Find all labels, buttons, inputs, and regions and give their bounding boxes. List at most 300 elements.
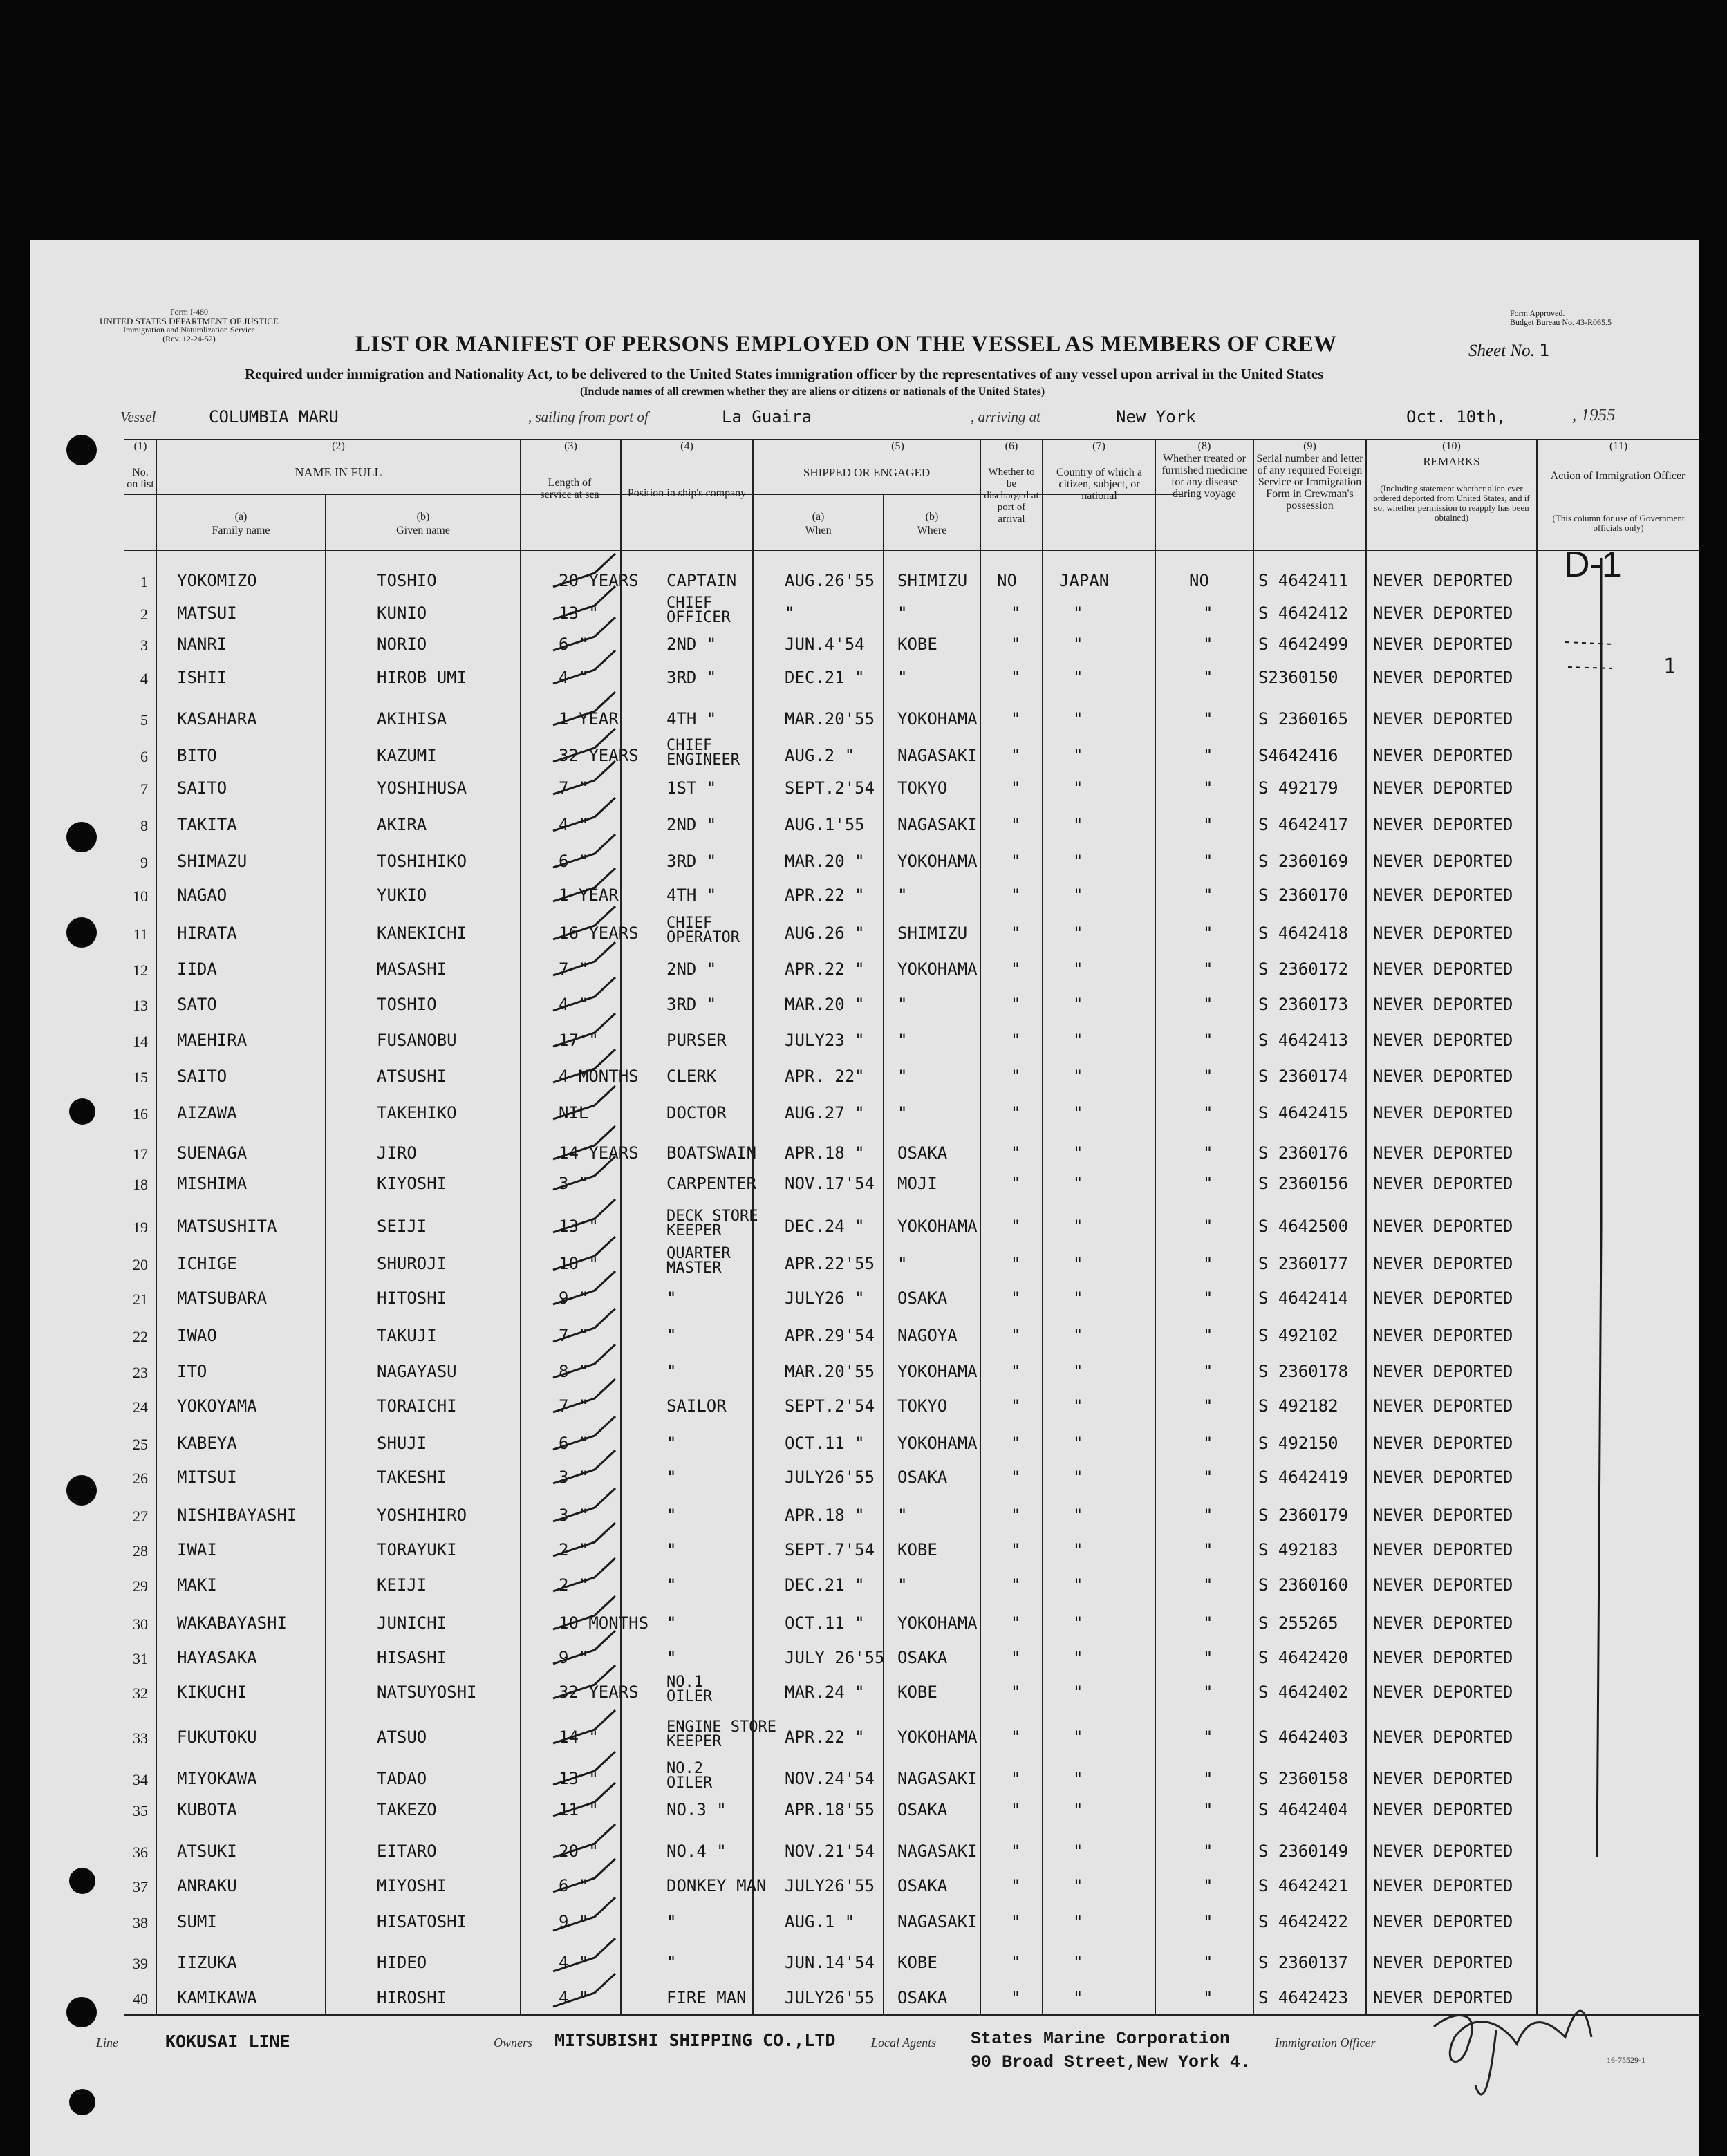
cell-serial: S 2360169 xyxy=(1258,852,1349,871)
cell-where: NAGOYA xyxy=(897,1326,958,1345)
cell-where: OSAKA xyxy=(897,1648,948,1667)
cell-medicine: " xyxy=(1203,1506,1213,1525)
cell-discharged: " xyxy=(1011,1434,1021,1453)
cell-when: APR.22 " xyxy=(785,885,865,905)
cell-country: " xyxy=(1073,1326,1083,1345)
col-header-remarks: REMARKS xyxy=(1423,455,1480,468)
cell-position: 3RD " xyxy=(666,852,717,871)
row-number: 22 xyxy=(133,1328,148,1345)
cell-remarks: NEVER DEPORTED xyxy=(1373,1468,1513,1487)
position-part: QUARTER xyxy=(666,1245,731,1262)
cell-medicine: " xyxy=(1203,1288,1213,1308)
cell-length: 3 " xyxy=(559,1468,589,1487)
position-part: DECK STORE xyxy=(666,1208,758,1225)
row-number: 1 xyxy=(140,573,148,590)
cell-where: OSAKA xyxy=(897,1988,948,2007)
cell-given: YUKIO xyxy=(377,885,427,905)
cell-when: JUN.14'54 xyxy=(785,1953,875,1972)
cell-medicine: " xyxy=(1203,815,1213,834)
cell-where: OSAKA xyxy=(897,1800,948,1819)
col-number-10: (10) xyxy=(1442,440,1461,452)
tick-stroke xyxy=(553,1710,615,1743)
cell-medicine: " xyxy=(1203,1067,1213,1086)
arriving-label: , arriving at xyxy=(971,409,1040,425)
cell-discharged: " xyxy=(1011,746,1021,765)
cell-when: JULY26'55 xyxy=(785,1876,875,1895)
cell-discharged: " xyxy=(1011,778,1021,798)
cell-given: SHUJI xyxy=(377,1434,427,1453)
cell-position: FIRE MAN xyxy=(666,1988,747,2007)
col-number-8: (8) xyxy=(1197,440,1211,452)
tick-stroke xyxy=(553,1631,615,1664)
cell-serial: S 4642417 xyxy=(1258,815,1349,834)
tick-stroke xyxy=(553,942,615,975)
cell-discharged: " xyxy=(1011,1254,1021,1273)
cell-length: NIL xyxy=(559,1103,589,1123)
cell-remarks: NEVER DEPORTED xyxy=(1373,1727,1513,1747)
cell-length: 4 " xyxy=(559,815,589,834)
cell-given: KAZUMI xyxy=(377,746,437,765)
col-header-action: Action of Immigration Officer xyxy=(1550,470,1686,482)
cell-where: YOKOHAMA xyxy=(897,1434,978,1453)
cell-discharged: " xyxy=(1011,1103,1021,1123)
cell-length: 13 " xyxy=(559,1217,599,1236)
col-header-name: NAME IN FULL xyxy=(295,465,382,479)
cell-when: AUG.26 " xyxy=(785,924,865,943)
cell-medicine: " xyxy=(1203,1326,1213,1345)
row-number: 8 xyxy=(140,817,148,834)
col-header-when: When xyxy=(805,525,832,536)
cell-country: JAPAN xyxy=(1059,571,1110,590)
cell-length: 2 " xyxy=(559,1575,589,1595)
cell-family: AIZAWA xyxy=(177,1103,237,1123)
row-number: 6 xyxy=(140,748,148,765)
col-number-4: (4) xyxy=(680,440,693,452)
cell-position: 3RD " xyxy=(666,668,717,687)
cell-country: " xyxy=(1073,815,1083,834)
cell-given: ATSUSHI xyxy=(377,1067,447,1086)
cell-discharged: " xyxy=(1011,1841,1021,1861)
cell-when: MAR.24 " xyxy=(785,1682,865,1702)
cell-serial: S 4642500 xyxy=(1258,1217,1349,1236)
tick-stroke xyxy=(553,1156,615,1193)
cell-when: AUG.1 " xyxy=(785,1912,855,1931)
cell-serial: S 2360176 xyxy=(1258,1143,1349,1163)
cell-where: " xyxy=(897,1103,908,1123)
cell-medicine: NO xyxy=(1189,571,1209,590)
form-revision: (Rev. 12-24-52) xyxy=(162,334,216,344)
cell-remarks: NEVER DEPORTED xyxy=(1373,959,1513,979)
cell-when: NOV.21'54 xyxy=(785,1841,875,1861)
cell-position: CAPTAIN xyxy=(666,571,737,590)
line-name: KOKUSAI LINE xyxy=(165,2032,290,2052)
cell-country: " xyxy=(1073,1953,1083,1972)
col-family-letter: (a) xyxy=(234,511,248,523)
position-part: KEEPER xyxy=(666,1733,722,1750)
cell-discharged: " xyxy=(1011,1800,1021,1819)
tick-stroke xyxy=(553,1488,615,1521)
cell-serial: S 4642404 xyxy=(1258,1800,1349,1819)
col-where-letter: (b) xyxy=(925,511,939,523)
cell-serial: S 4642414 xyxy=(1258,1288,1349,1308)
tick-stroke xyxy=(553,1596,615,1629)
cell-country: " xyxy=(1073,635,1083,654)
cell-serial: S 4642423 xyxy=(1258,1988,1349,2007)
cell-family: WAKABAYASHI xyxy=(177,1613,287,1633)
tick-stroke xyxy=(553,977,615,1014)
cell-length: 14 " xyxy=(559,1727,599,1747)
tick-stroke xyxy=(553,1126,615,1159)
cell-country: " xyxy=(1073,1468,1083,1487)
tick-stroke xyxy=(553,1049,615,1082)
cell-remarks: NEVER DEPORTED xyxy=(1373,1953,1513,1972)
arrival-port: New York xyxy=(1116,407,1196,426)
tick-stroke xyxy=(553,1086,615,1119)
cell-when: NOV.24'54 xyxy=(785,1769,875,1788)
col-number-7: (7) xyxy=(1092,440,1105,452)
cell-medicine: " xyxy=(1203,1217,1213,1236)
col-header-medicine: Whether treated or furnished medicine for any disease during voyage xyxy=(1161,453,1247,500)
tick-stroke xyxy=(553,1344,615,1381)
cell-country: " xyxy=(1073,1362,1083,1381)
cell-remarks: NEVER DEPORTED xyxy=(1373,1067,1513,1086)
tick-stroke xyxy=(553,834,615,871)
cell-remarks: NEVER DEPORTED xyxy=(1373,1876,1513,1895)
cell-remarks: NEVER DEPORTED xyxy=(1373,924,1513,943)
cell-medicine: " xyxy=(1203,1912,1213,1931)
cell-medicine: " xyxy=(1203,885,1213,905)
cell-given: TOSHIO xyxy=(377,995,437,1014)
tick-stroke xyxy=(553,1783,615,1816)
cell-given: TAKUJI xyxy=(377,1326,437,1345)
cell-family: BITO xyxy=(177,746,217,765)
cell-serial: S 4642412 xyxy=(1258,603,1349,623)
cell-medicine: " xyxy=(1203,1953,1213,1972)
cell-when: OCT.11 " xyxy=(785,1613,865,1633)
cell-given: KUNIO xyxy=(377,603,427,623)
row-number: 13 xyxy=(133,997,148,1014)
tick-stroke xyxy=(553,1416,615,1453)
cell-family: MATSUBARA xyxy=(177,1288,268,1308)
cell-medicine: " xyxy=(1203,1648,1213,1667)
cell-position: 4TH " xyxy=(666,885,717,905)
cell-given: ATSUO xyxy=(377,1727,427,1747)
cell-discharged: NO xyxy=(997,571,1017,590)
cell-given: TORAICHI xyxy=(377,1396,457,1416)
owners-label: Owners xyxy=(494,2036,533,2050)
cell-family: FUKUTOKU xyxy=(177,1727,257,1747)
cell-when: MAR.20'55 xyxy=(785,709,875,729)
cell-position: 1ST " xyxy=(666,778,717,798)
cell-when: APR.29'54 xyxy=(785,1326,875,1345)
cell-given: TOSHIO xyxy=(377,571,437,590)
sheet-label: Sheet No. xyxy=(1468,341,1535,360)
cell-medicine: " xyxy=(1203,959,1213,979)
cell-position: " xyxy=(666,1326,677,1345)
cell-given: TORAYUKI xyxy=(377,1540,457,1559)
cell-family: KAMIKAWA xyxy=(177,1988,257,2007)
cell-length: 4 " xyxy=(559,1953,589,1972)
row-number: 25 xyxy=(133,1436,148,1453)
cell-given: TADAO xyxy=(377,1769,427,1788)
cell-when: NOV.17'54 xyxy=(785,1174,875,1193)
cell-position: " xyxy=(666,1648,677,1667)
cell-serial: S 492183 xyxy=(1258,1540,1338,1559)
col-header-country: Country of which a citizen, subject, or national xyxy=(1056,467,1142,502)
cell-discharged: " xyxy=(1011,1988,1021,2007)
cell-medicine: " xyxy=(1203,1540,1213,1559)
row-number: 38 xyxy=(133,1914,148,1931)
cell-country: " xyxy=(1073,1288,1083,1308)
cell-length: 32 YEARS xyxy=(559,1682,639,1702)
col-header-length: Length of service at sea xyxy=(540,477,599,500)
col-action-note: (This column for use of Government officials only) xyxy=(1552,513,1685,533)
cell-serial: S 2360173 xyxy=(1258,995,1349,1014)
cell-position: " xyxy=(666,1953,677,1972)
cell-remarks: NEVER DEPORTED xyxy=(1373,746,1513,765)
cell-length: 10 " xyxy=(559,1254,599,1273)
cell-serial: S 2360137 xyxy=(1258,1953,1349,1972)
cell-discharged: " xyxy=(1011,852,1021,871)
cell-given: YOSHIHIRO xyxy=(377,1506,467,1525)
cell-remarks: NEVER DEPORTED xyxy=(1373,1143,1513,1163)
agents-name: States Marine Corporation xyxy=(971,2029,1231,2049)
cell-remarks: NEVER DEPORTED xyxy=(1373,1769,1513,1788)
row-number: 34 xyxy=(133,1771,148,1788)
cell-family: KABEYA xyxy=(177,1434,237,1453)
cell-position: DONKEY MAN xyxy=(666,1876,767,1895)
row-number: 29 xyxy=(133,1577,148,1595)
cell-serial: S 492150 xyxy=(1258,1434,1338,1453)
cell-remarks: NEVER DEPORTED xyxy=(1373,1540,1513,1559)
col-header-given: Given name xyxy=(396,525,450,536)
cell-position: 2ND " xyxy=(666,635,717,654)
cell-family: MIYOKAWA xyxy=(177,1769,257,1788)
cell-medicine: " xyxy=(1203,635,1213,654)
cell-given: TOSHIHIKO xyxy=(377,852,467,871)
cell-where: " xyxy=(897,1575,908,1595)
cell-length: 6 " xyxy=(559,1876,589,1895)
cell-serial: S 2360149 xyxy=(1258,1841,1349,1861)
cell-position: " xyxy=(666,1362,677,1381)
row-number: 12 xyxy=(133,962,148,979)
cell-family: SAITO xyxy=(177,778,227,798)
cell-where: SHIMIZU xyxy=(897,571,968,590)
col-header-shipped: SHIPPED OR ENGAGED xyxy=(803,466,931,479)
agents-address: 90 Broad Street,New York 4. xyxy=(971,2052,1251,2072)
arrival-year: , 1955 xyxy=(1572,406,1616,424)
cell-family: ICHIGE xyxy=(177,1254,237,1273)
cell-serial: S 2360179 xyxy=(1258,1506,1349,1525)
cell-medicine: " xyxy=(1203,1362,1213,1381)
cell-length: 3 " xyxy=(559,1506,589,1525)
cell-discharged: " xyxy=(1011,668,1021,687)
cell-family: MISHIMA xyxy=(177,1174,248,1193)
cell-when: APR.18 " xyxy=(785,1143,865,1163)
cell-medicine: " xyxy=(1203,746,1213,765)
cell-when: APR.22 " xyxy=(785,1727,865,1747)
cell-remarks: NEVER DEPORTED xyxy=(1373,1841,1513,1861)
cell-position: CARPENTER xyxy=(666,1174,757,1193)
cell-remarks: NEVER DEPORTED xyxy=(1373,571,1513,590)
cell-length: 3 " xyxy=(559,1174,589,1193)
cell-serial: S 4642420 xyxy=(1258,1648,1349,1667)
cell-where: " xyxy=(897,1506,908,1525)
cell-serial: S 2360165 xyxy=(1258,709,1349,729)
tick-stroke xyxy=(553,798,615,831)
cell-medicine: " xyxy=(1203,1841,1213,1861)
cell-country: " xyxy=(1073,1613,1083,1633)
cell-given: JUNICHI xyxy=(377,1613,447,1633)
row-number: 16 xyxy=(133,1105,148,1123)
cell-when: APR.22'55 xyxy=(785,1254,875,1273)
cell-country: " xyxy=(1073,1648,1083,1667)
cell-length: 8 " xyxy=(559,1362,589,1381)
cell-medicine: " xyxy=(1203,778,1213,798)
cell-remarks: NEVER DEPORTED xyxy=(1373,1217,1513,1236)
cell-where: OSAKA xyxy=(897,1288,948,1308)
cell-discharged: " xyxy=(1011,635,1021,654)
row-number: 28 xyxy=(133,1542,148,1559)
cell-serial: S 4642411 xyxy=(1258,571,1349,590)
cell-when: SEPT.7'54 xyxy=(785,1540,875,1559)
cell-remarks: NEVER DEPORTED xyxy=(1373,1800,1513,1819)
cell-family: IIDA xyxy=(177,959,217,979)
cell-when: MAR.20 " xyxy=(785,995,865,1014)
cell-medicine: " xyxy=(1203,1800,1213,1819)
col-number-9: (9) xyxy=(1303,440,1316,452)
cell-given: KANEKICHI xyxy=(377,924,467,943)
tick-stroke xyxy=(553,1824,615,1857)
cell-position: DOCTOR xyxy=(666,1103,727,1123)
tick-stroke xyxy=(553,1558,615,1591)
cell-where: NAGASAKI xyxy=(897,1841,978,1861)
cell-given: TAKEHIKO xyxy=(377,1103,457,1123)
cell-where: NAGASAKI xyxy=(897,1912,978,1931)
cell-serial: S 2360170 xyxy=(1258,885,1349,905)
cell-where: YOKOHAMA xyxy=(897,959,978,979)
budget-number: Budget Bureau No. 43-R065.5 xyxy=(1510,317,1612,327)
cell-position: 4TH " xyxy=(666,709,717,729)
cell-family: KASAHARA xyxy=(177,709,257,729)
row-number: 23 xyxy=(133,1364,148,1381)
vessel-name: COLUMBIA MARU xyxy=(209,407,339,426)
cell-discharged: " xyxy=(1011,924,1021,943)
cell-remarks: NEVER DEPORTED xyxy=(1373,709,1513,729)
col-number-2: (2) xyxy=(332,440,345,452)
requirement-text: Required under immigration and Nationality Act, to be delivered to the United States immigration officer by the representatives of any vessel upon arrival in the United States xyxy=(245,366,1324,382)
position-part: NO.2 xyxy=(666,1760,703,1777)
tick-stroke xyxy=(553,1523,615,1556)
cell-serial: S 2360160 xyxy=(1258,1575,1349,1595)
cell-country: " xyxy=(1073,668,1083,687)
cell-when: JULY26 " xyxy=(785,1288,865,1308)
cell-given: NATSUYOSHI xyxy=(377,1682,477,1702)
cell-given: HISATOSHI xyxy=(377,1912,467,1931)
cell-discharged: " xyxy=(1011,1769,1021,1788)
cell-family: MAKI xyxy=(177,1575,217,1595)
cell-given: HITOSHI xyxy=(377,1288,447,1308)
cell-given: NORIO xyxy=(377,635,427,654)
cell-serial: S 4642402 xyxy=(1258,1682,1349,1702)
cell-when: JUN.4'54 xyxy=(785,635,865,654)
cell-discharged: " xyxy=(1011,1575,1021,1595)
cell-country: " xyxy=(1073,924,1083,943)
col-number-6: (6) xyxy=(1005,440,1018,452)
cell-medicine: " xyxy=(1203,668,1213,687)
cell-discharged: " xyxy=(1011,1613,1021,1633)
tick-stroke xyxy=(553,729,615,762)
cell-serial: S 492182 xyxy=(1258,1396,1338,1416)
row-number: 37 xyxy=(133,1878,148,1895)
cell-remarks: NEVER DEPORTED xyxy=(1373,1031,1513,1050)
cell-country: " xyxy=(1073,1396,1083,1416)
cell-remarks: NEVER DEPORTED xyxy=(1373,1254,1513,1273)
position-part: OILER xyxy=(666,1774,713,1792)
cell-when: AUG.27 " xyxy=(785,1103,865,1123)
cell-remarks: NEVER DEPORTED xyxy=(1373,1174,1513,1193)
cell-where: TOKYO xyxy=(897,778,948,798)
cell-family: MITSUI xyxy=(177,1468,237,1487)
tick-stroke xyxy=(553,868,615,901)
tick-stroke xyxy=(553,1379,615,1412)
cell-position: " xyxy=(666,1506,677,1525)
cell-country: " xyxy=(1073,1727,1083,1747)
position-part: CHIEF xyxy=(666,915,713,932)
action-mark: D-1 xyxy=(1564,545,1622,585)
cell-medicine: " xyxy=(1203,995,1213,1014)
col-number-11: (11) xyxy=(1609,440,1628,452)
row-number: 24 xyxy=(133,1398,148,1416)
cell-family: SATO xyxy=(177,995,217,1014)
cell-remarks: NEVER DEPORTED xyxy=(1373,1575,1513,1595)
position-part: KEEPER xyxy=(666,1222,722,1239)
cell-serial: S 2360178 xyxy=(1258,1362,1349,1381)
cell-given: AKIRA xyxy=(377,815,427,834)
cell-where: NAGASAKI xyxy=(897,746,978,765)
department-name: UNITED STATES DEPARTMENT OF JUSTICE xyxy=(100,316,279,326)
arrival-date: Oct. 10th, xyxy=(1406,407,1506,426)
row-number: 5 xyxy=(140,711,148,729)
cell-when: JULY23 " xyxy=(785,1031,865,1050)
col-given-letter: (b) xyxy=(416,511,430,523)
cell-position: NO.4 " xyxy=(666,1841,727,1861)
cell-length: 2 " xyxy=(559,1540,589,1559)
cell-discharged: " xyxy=(1011,1468,1021,1487)
cell-length: 7 " xyxy=(559,1396,589,1416)
cell-where: " xyxy=(897,995,908,1014)
cell-length: 1 YEAR xyxy=(559,709,619,729)
tick-stroke xyxy=(553,1450,615,1483)
row-number: 27 xyxy=(133,1508,148,1525)
document-code: 16-75529-1 xyxy=(1607,2055,1645,2065)
manifest-sheet xyxy=(30,240,1699,2156)
cell-medicine: " xyxy=(1203,1682,1213,1702)
cell-serial: S 4642499 xyxy=(1258,635,1349,654)
cell-given: KEIJI xyxy=(377,1575,427,1595)
cell-country: " xyxy=(1073,778,1083,798)
cell-when: APR. 22" xyxy=(785,1067,865,1086)
cell-discharged: " xyxy=(1011,1912,1021,1931)
position-part: NO.1 xyxy=(666,1674,703,1691)
tick-stroke xyxy=(553,650,615,687)
cell-discharged: " xyxy=(1011,1067,1021,1086)
cell-remarks: NEVER DEPORTED xyxy=(1373,1613,1513,1633)
cell-length: 32 YEARS xyxy=(559,746,639,765)
cell-given: JIRO xyxy=(377,1143,417,1163)
cell-where: YOKOHAMA xyxy=(897,1613,978,1633)
cell-when: SEPT.2'54 xyxy=(785,1396,875,1416)
